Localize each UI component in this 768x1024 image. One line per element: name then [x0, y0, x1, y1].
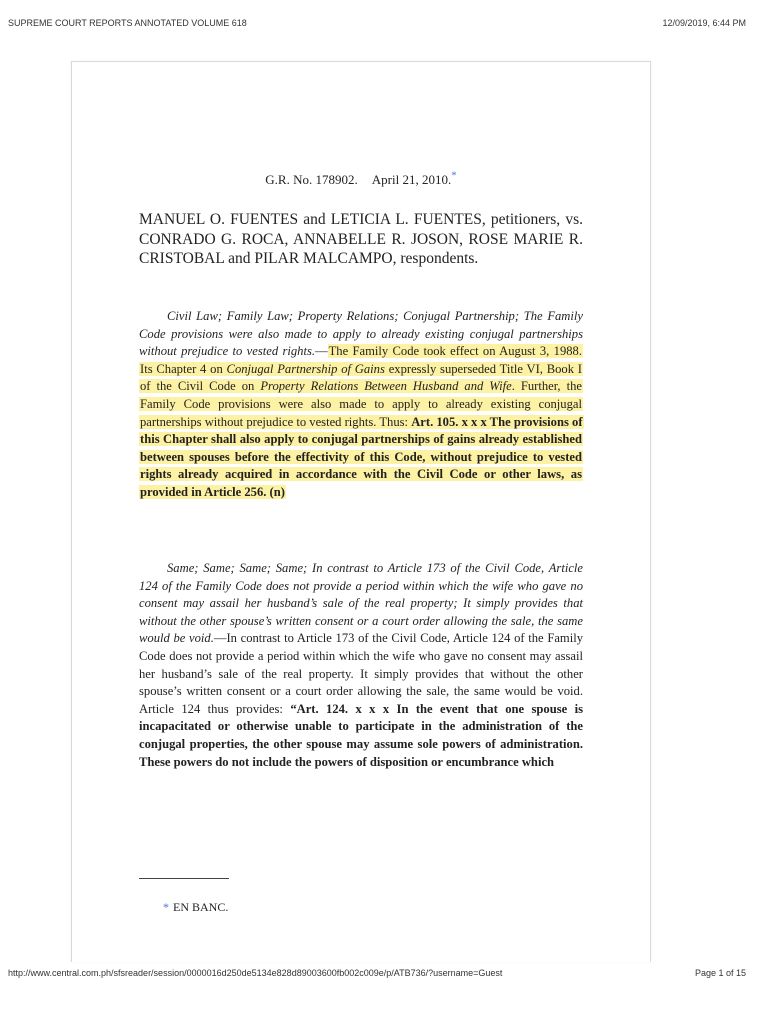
decision-date: April 21, 2010. — [371, 172, 452, 187]
footnote-marker: * — [163, 900, 169, 914]
syllabus-1-text-c: . Further, the Family Code provisions were also made to apply to already existing conjugal partnerships without prejudice to vested rights. Thus: — [140, 379, 582, 429]
syllabus-1-italic-b: Property Relations Between Husband and Wife — [260, 379, 512, 394]
syllabus-2-quote: “Art. 124. x x x In the event that one spouse is incapacitated or otherwise unable to participate in the administration of the conjugal properties, the other spouse may assume sole powers of administration. These powers do not include the powers of disposition or encumbrance which — [139, 701, 583, 769]
highlighted-text — [139, 344, 584, 499]
footnote-divider — [139, 878, 229, 879]
syllabus-1-text-a: The Family Code took effect on August 3, 1988. Its Chapter 4 on — [140, 344, 582, 376]
footnote-text: EN BANC. — [173, 900, 229, 914]
page-url: http://www.central.com.ph/sfsreader/session/0000016d250de5134e828d89003600fb002c009e/p/ATB736/?username=Guest — [8, 968, 503, 978]
page-number: Page 1 of 15 — [694, 968, 746, 978]
footnote-marker-link[interactable]: * — [451, 169, 457, 182]
syllabus-2-text: In contrast to Article 173 of the Civil Code, Article 124 of the Family Code does not provide a period within which the wife who gave no consent may assail her husband’s sale of the real property. It simply provides that without the other spouse’s written consent or a court order allowing the sale, the same would be void. Article 124 thus provides: — [139, 631, 584, 716]
syllabus-1-heading: Civil Law; Family Law; Property Relations; Conjugal Partnership; The Family Code provisions were also made to apply to already existing conjugal partnerships without prejudice to vested rights. — [139, 309, 583, 359]
syllabus-2-heading: Same; Same; Same; Same; In contrast to Article 173 of the Civil Code, Article 124 of the Family Code does not provide a period within which the wife who gave no consent may assail her husband’s sale of the real property; It simply provides that without the other spouse’s written consent or a court order allowing the sale, the same would be void. — [139, 561, 583, 646]
syllabus-paragraph-1 — [139, 308, 583, 502]
syllabus-1-quote: Art. 105. x x x The provisions of this Chapter shall also apply to conjugal partnerships of gains already established between spouses before the effectivity of this Code, without prejudice to vested rights already acquired in accordance with the Civil Code or other laws, as provided in Article 256. (n) — [140, 414, 583, 499]
footnote — [163, 900, 228, 915]
syllabus-1-italic-a: Conjugal Partnership of Gains — [226, 361, 385, 376]
case-parties: MANUEL O. FUENTES and LETICIA L. FUENTES, petitioners, vs. CONRADO G. ROCA, ANNABELLE R. JOSON, ROSE MARIE R. CRISTOBAL and PILAR MALCAMPO, respondents. — [139, 211, 583, 267]
gr-number: G.R. No. 178902. — [265, 172, 358, 187]
syllabus-1-dash: — — [315, 344, 328, 359]
document-title: SUPREME COURT REPORTS ANNOTATED VOLUME 618 — [8, 18, 247, 28]
syllabus-2-dash: — — [213, 631, 227, 646]
case-reference — [139, 169, 583, 188]
print-datetime: 12/09/2019, 6:44 PM — [662, 18, 746, 28]
syllabus-1-text-b: expressly superseded Title VI, Book I of the Civil Code on — [140, 361, 582, 394]
syllabus-paragraph-2 — [139, 560, 583, 771]
document-page — [71, 61, 651, 962]
